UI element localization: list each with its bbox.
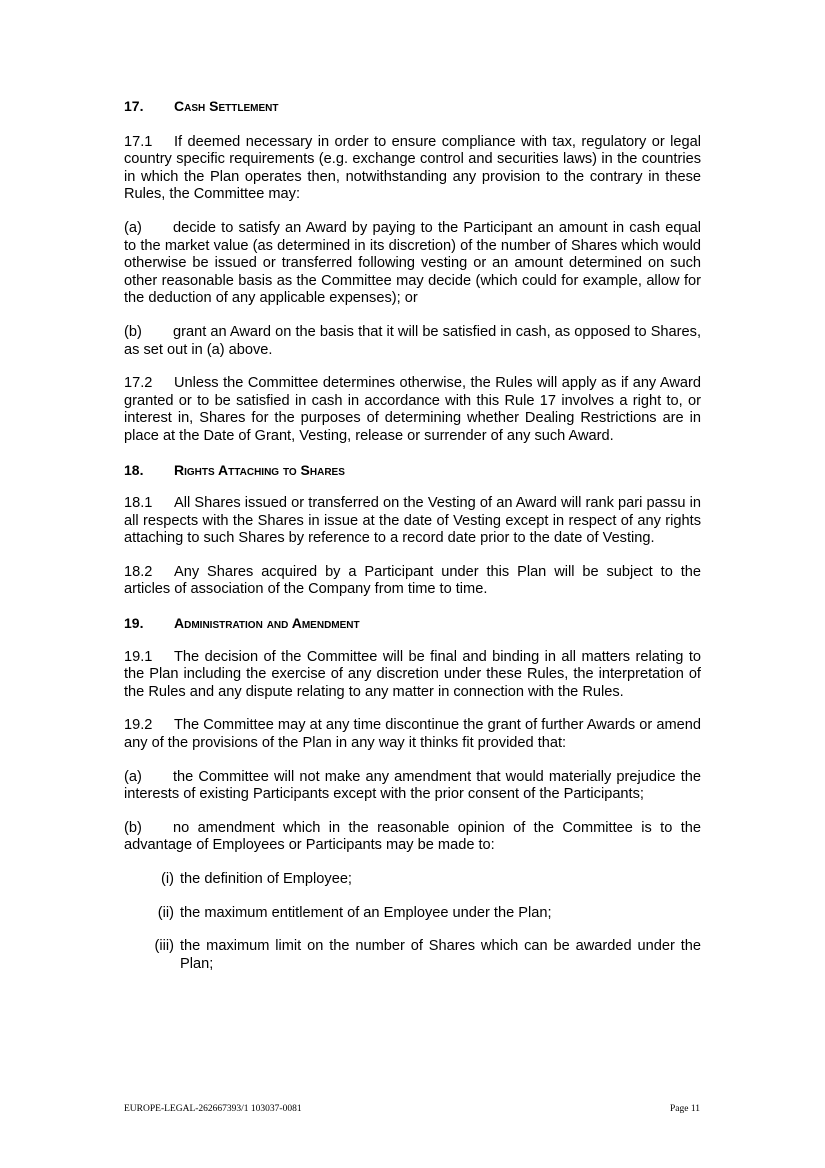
clause-label: (a) [124,219,142,236]
clause-18-1 [124,495,701,548]
clause-number: 17.1 [124,133,153,150]
clause-19-1 [124,649,701,702]
clause-number: 17.2 [124,375,153,392]
sub-clause-number: (ii) [157,904,174,921]
clause-text: If deemed necessary in order to ensure compliance with tax, regulatory or legal country specific requirements (e.g. exchange control and securities laws) in the countries in which the Plan operates then, notwithstanding any provision to the contrary in these Rules, the Committee may: [124,133,701,203]
clause-number: 19.2 [124,717,153,734]
clause-text: Any Shares acquired by a Participant under this Plan will be subject to the articles of association of the Company from time to time. [124,563,701,598]
footer-document-reference: EUROPE-LEGAL-262667393/1 103037-0081 [124,1104,302,1114]
sub-clause-text: the definition of Employee; [180,871,352,887]
section-title: Administration and Amendment [174,615,360,632]
section-heading-19 [124,615,701,633]
document-body [124,98,701,973]
sub-clause-ii [144,905,701,923]
clause-label: (b) [124,323,142,340]
sub-clause-number: (iii) [154,938,174,955]
clause-text: The Committee may at any time discontinue the grant of further Awards or amend any of the provisions of the Plan in any way it thinks fit provided that: [124,717,701,752]
section-title: Cash Settlement [174,98,279,114]
sub-clause-text: the maximum entitlement of an Employee under the Plan; [180,904,552,921]
section-heading-17 [124,98,701,116]
clause-18-2 [124,564,701,599]
sub-clause-i [144,871,701,889]
clause-label: (a) [124,768,142,785]
clause-text: The decision of the Committee will be final and binding in all matters relating to the Plan including the exercise of any discretion under these Rules, the interpretation of the Rules and any dispute relating to any matter in connection with the Rules. [124,648,701,700]
clause-number: 18.1 [124,495,153,512]
section-title: Rights Attaching to Shares [174,461,345,478]
clause-19-2 [124,717,701,752]
clause-19-2-a [124,769,701,804]
clause-17-1 [124,134,701,204]
clause-19-2-b [124,820,701,855]
section-number: 18. [124,461,144,478]
clause-number: 19.1 [124,648,153,665]
footer-page-number: Page 11 [670,1104,700,1114]
clause-text: no amendment which in the reasonable opinion of the Committee is to the advantage of Employees or Participants may be made to: [124,819,701,854]
clause-label: (b) [124,819,142,836]
sub-clause-number: (i) [161,871,174,887]
sub-clause-iii [144,938,701,973]
sub-clause-text: the maximum limit on the number of Shares which can be awarded under the Plan; [180,938,701,972]
clause-text: Unless the Committee determines otherwise, the Rules will apply as if any Award granted or to be satisfied in cash in accordance with this Rule 17 involves a right to, or interest in, Shares for the purposes of determining whether Dealing Restrictions are in place at the Date of Grant, Vesting, release or surrender of any such Award. [124,375,701,444]
clause-17-2 [124,375,701,445]
clause-text: decide to satisfy an Award by paying to the Participant an amount in cash equal to the market value (as determined in its discretion) of the number of Shares which would otherwise be issued or transferred following vesting or an amount determined on such other reasonable basis as the Committee may decide (which could for example, allow for the deduction of any applicable expenses); or [124,219,701,307]
clause-text: grant an Award on the basis that it will be satisfied in cash, as opposed to Shares, as set out in (a) above. [124,323,701,358]
clause-17-1-b [124,324,701,359]
clause-17-1-a [124,220,701,308]
clause-number: 18.2 [124,563,153,580]
section-number: 19. [124,615,144,632]
clause-text: All Shares issued or transferred on the Vesting of an Award will rank pari passu in all respects with the Shares in issue at the date of Vesting except in respect of any rights attaching to such Shares by reference to a record date prior to the date of Vesting. [124,495,701,547]
section-heading-18 [124,462,701,480]
clause-text: the Committee will not make any amendment that would materially prejudice the interests of existing Participants except with the prior consent of the Participants; [124,768,701,803]
section-number: 17. [124,98,144,114]
